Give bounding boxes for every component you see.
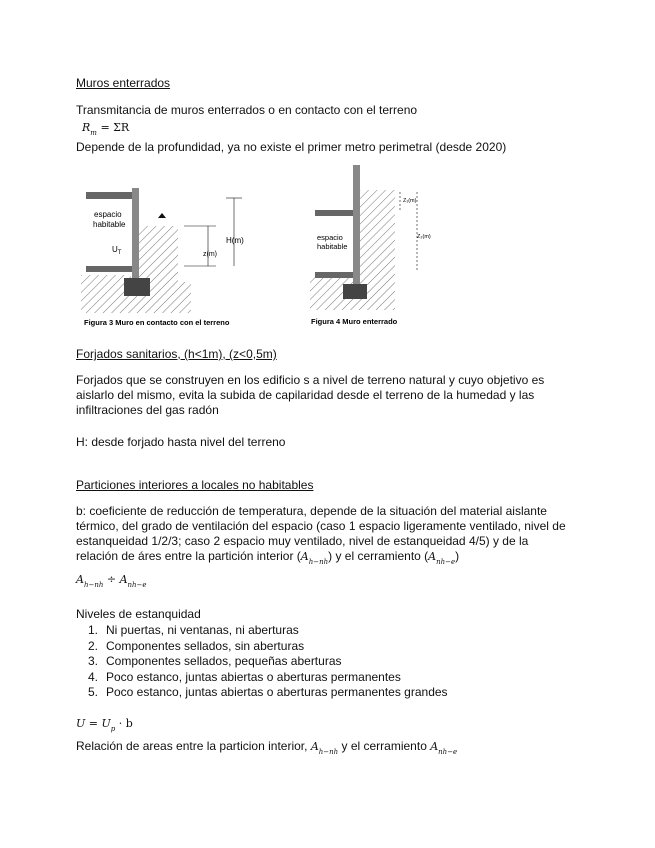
list-item-text: Componentes sellados, sin aberturas	[106, 638, 305, 653]
math-a: A	[430, 740, 439, 753]
list-item-number: 5.	[87, 685, 98, 699]
math-a-nhe	[428, 550, 456, 566]
fig3-label-h: H(m)	[226, 236, 244, 245]
math-sub-nhe: nh−e	[127, 581, 147, 589]
niveles-title: Niveles de estanquidad	[76, 607, 201, 621]
fig4-label-habitable: habitable	[317, 242, 348, 251]
section-title-particiones: Particiones interiores a locales no habitables	[76, 478, 314, 492]
formula-r: R	[82, 121, 91, 134]
u-formula	[76, 717, 133, 733]
figure-3-muro-contacto	[76, 170, 291, 330]
list-item	[78, 670, 448, 686]
math-a: A	[428, 550, 437, 563]
math-a-nhe	[430, 740, 458, 756]
fig3-label-z: z(m)	[203, 251, 217, 258]
u-formula-rhs: · b	[118, 717, 133, 730]
list-item	[78, 654, 448, 670]
section-title-forjados: Forjados sanitarios, (h<1m), (z<0,5m)	[76, 347, 277, 361]
math-a-hnh	[310, 740, 339, 756]
fig3-label-ut-main: U	[112, 245, 118, 254]
math-sub-hnh: h−nh	[308, 558, 329, 566]
list-item-number: 4.	[87, 669, 98, 684]
u-formula-lhs: U = U	[76, 717, 111, 730]
fig4-label-espacio: espacio	[317, 233, 343, 242]
fig3-label-ut-sub: T	[117, 250, 122, 256]
particiones-b-mid: ) y el cerramiento (	[328, 549, 429, 563]
list-item-number: 3.	[87, 654, 98, 668]
math-a: A	[310, 740, 319, 753]
relacion-mid: y el cerramiento	[341, 739, 427, 753]
fig4-label-z1: Z₁(m)	[403, 198, 417, 204]
list-item-text: Componentes sellados, pequeñas aberturas	[106, 654, 342, 668]
particiones-b-end: )	[455, 549, 460, 563]
particiones-b-description	[76, 504, 566, 570]
math-sub-hnh: h−nh	[318, 748, 339, 756]
formula-rhs: = ΣR	[100, 121, 130, 134]
fig3-label-habitable: habitable	[93, 220, 126, 229]
muros-depende-text: Depende de la profundidad, ya no existe el primer metro perimetral (desde 2020)	[76, 140, 507, 154]
u-formula-sub: p	[110, 725, 116, 733]
particiones-b-text: b: coeficiente de reducción de temperatura, depende de la situación del material aislante térmico, del grado de ventilación del espacio (caso 1 espacio ligeramente ventilado, nivel de estanqueidad 1/2/3; caso 2 espacio muy ventilado, nivel de estanqueidad 4/5) y de la relación de áres entre la partición interior (	[76, 504, 566, 563]
list-item	[78, 685, 448, 701]
math-sub-nhe: nh−e	[436, 558, 456, 566]
list-item	[78, 623, 448, 639]
list-item-text: Poco estanco, juntas abiertas o aberturas permanentes	[106, 669, 401, 684]
fig3-label-ut	[112, 245, 122, 256]
forjados-description: Forjados que se construyen en los edificio s a nivel de terreno natural y cuyo objetivo es aislarlo del mismo, evita la subida de capilaridad desde el terreno de la humedad y las infiltraciones del gas radón	[76, 373, 545, 417]
relacion-areas-text	[76, 739, 457, 756]
area-ratio-formula	[76, 573, 147, 589]
math-a-hnh	[300, 550, 329, 566]
muros-transmitancia-text: Transmitancia de muros enterrados o en contacto con el terreno	[76, 103, 418, 117]
fig4-caption: Figura 4 Muro enterrado	[311, 317, 398, 326]
fig3-label-espacio: espacio	[94, 210, 122, 219]
formula-r-sub: m	[90, 129, 97, 137]
muros-formula	[82, 121, 129, 137]
list-item-text: Poco estanco, juntas abiertas o aberturas permanentes grandes	[106, 685, 448, 699]
relacion-text: Relación de areas entre la particion interior,	[76, 739, 308, 753]
math-sub-nhe: nh−e	[438, 748, 458, 756]
fig4-label-z2: Z₂(m)	[417, 234, 431, 240]
list-item-number: 1.	[87, 623, 98, 637]
math-a: A	[300, 550, 309, 563]
list-item-number: 2.	[87, 638, 98, 653]
math-ratio-op: ÷	[106, 573, 117, 586]
section-title-muros: Muros enterrados	[76, 76, 171, 90]
fig3-caption: Figura 3 Muro en contacto con el terreno	[84, 318, 230, 327]
niveles-list	[78, 623, 448, 701]
figure-4-muro-enterrado	[305, 160, 455, 330]
forjados-h-definition: H: desde forjado hasta nivel del terreno	[76, 435, 286, 449]
math-a: A	[119, 573, 128, 586]
math-a: A	[76, 573, 84, 586]
list-item	[78, 639, 448, 655]
list-item-text: Ni puertas, ni ventanas, ni aberturas	[106, 623, 299, 637]
math-sub-hnh: h−nh	[83, 581, 104, 589]
